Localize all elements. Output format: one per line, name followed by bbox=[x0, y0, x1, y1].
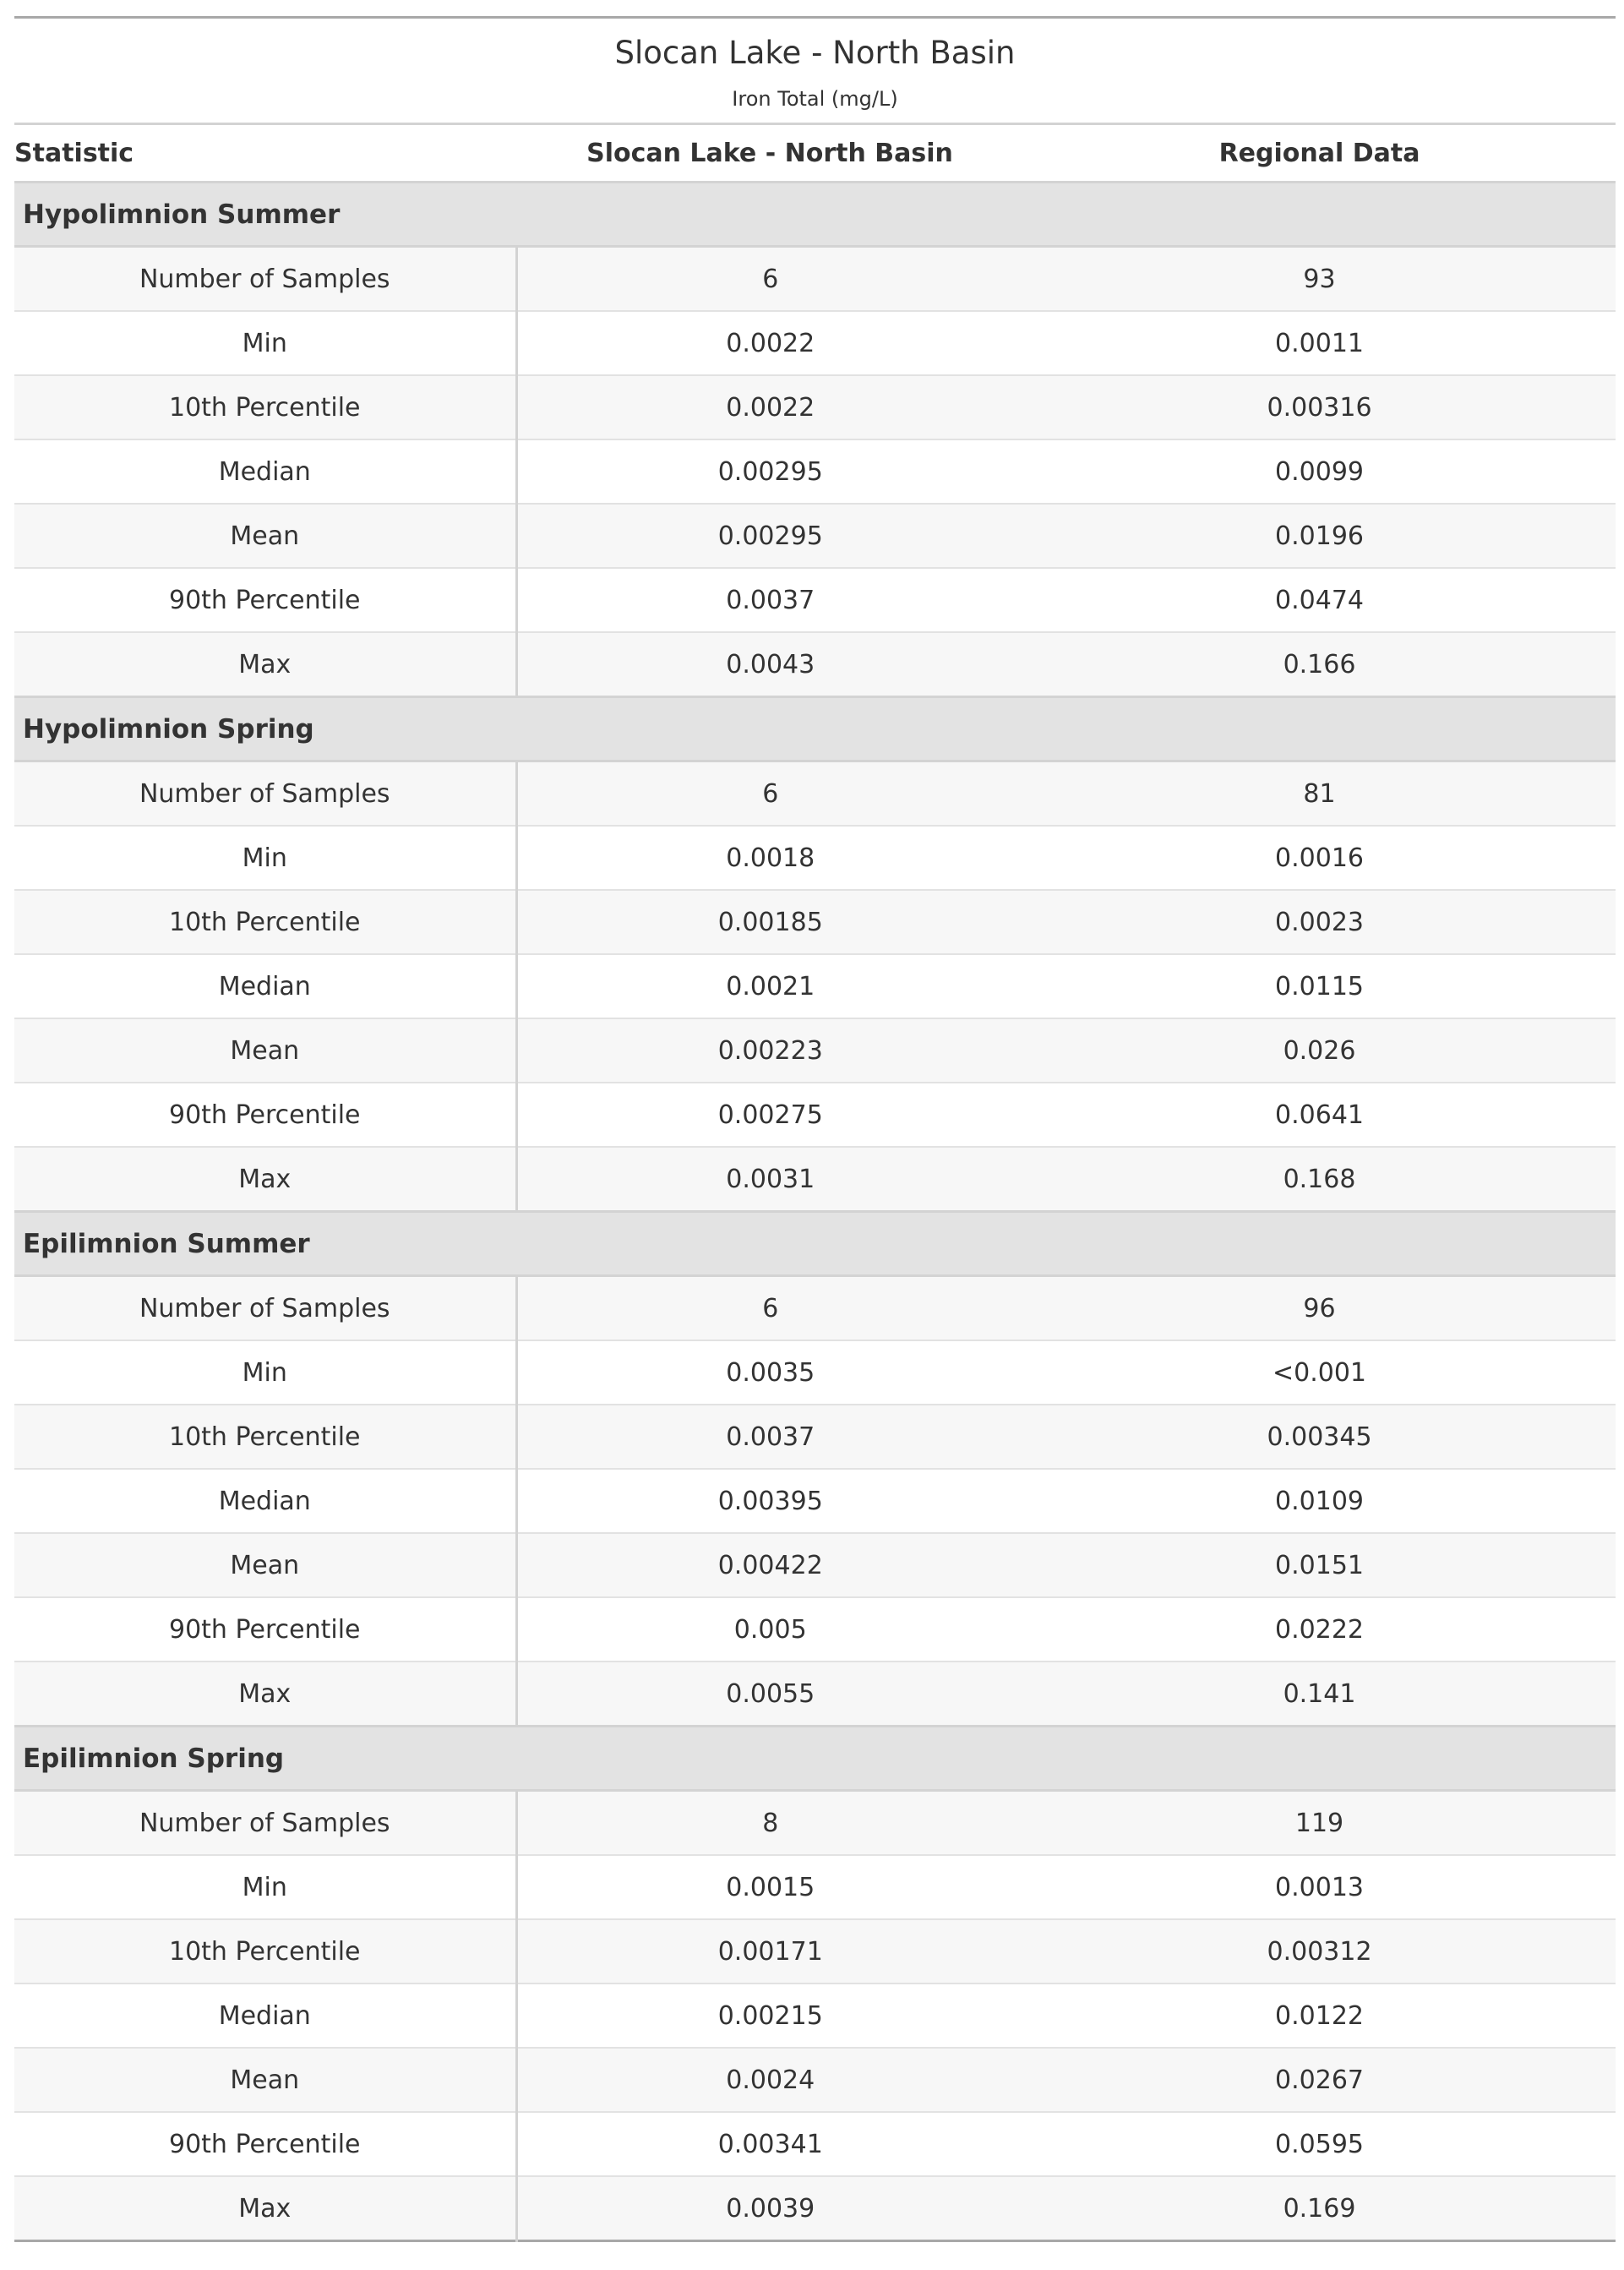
statistic-cell: 10th Percentile bbox=[14, 890, 516, 954]
regional-value-cell: 0.169 bbox=[1023, 2176, 1616, 2241]
regional-value-cell: 0.0122 bbox=[1023, 1984, 1616, 2048]
table-row bbox=[14, 1533, 1616, 1597]
statistic-cell: 10th Percentile bbox=[14, 375, 516, 439]
site-value-cell: 0.00275 bbox=[516, 1083, 1023, 1147]
regional-value-cell: 119 bbox=[1023, 1791, 1616, 1856]
table-row bbox=[14, 247, 1616, 312]
statistic-cell: 90th Percentile bbox=[14, 568, 516, 632]
site-value-cell: 0.00295 bbox=[516, 504, 1023, 568]
statistic-cell: 10th Percentile bbox=[14, 1405, 516, 1469]
group-label: Epilimnion Summer bbox=[14, 1212, 1616, 1276]
table-row bbox=[14, 761, 1616, 827]
regional-value-cell: 0.141 bbox=[1023, 1662, 1616, 1727]
site-value-cell: 0.0031 bbox=[516, 1147, 1023, 1212]
site-value-cell: 6 bbox=[516, 1276, 1023, 1341]
statistic-cell: Median bbox=[14, 1469, 516, 1533]
site-value-cell: 0.00223 bbox=[516, 1018, 1023, 1083]
statistic-cell: Max bbox=[14, 1147, 516, 1212]
table-row bbox=[14, 439, 1616, 504]
table-row bbox=[14, 375, 1616, 439]
regional-value-cell: 0.0196 bbox=[1023, 504, 1616, 568]
group-row bbox=[14, 1727, 1616, 1791]
regional-value-cell: 0.0267 bbox=[1023, 2048, 1616, 2112]
statistics-table bbox=[14, 16, 1616, 2242]
statistic-cell: 90th Percentile bbox=[14, 1597, 516, 1662]
table-row bbox=[14, 1340, 1616, 1405]
table-row bbox=[14, 2176, 1616, 2241]
regional-value-cell: 0.0474 bbox=[1023, 568, 1616, 632]
site-value-cell: 0.0039 bbox=[516, 2176, 1023, 2241]
statistic-cell: 10th Percentile bbox=[14, 1919, 516, 1984]
table-title: Slocan Lake - North Basin bbox=[614, 35, 1016, 71]
statistic-cell: Number of Samples bbox=[14, 761, 516, 827]
table-row bbox=[14, 311, 1616, 375]
site-value-cell: 0.00422 bbox=[516, 1533, 1023, 1597]
statistic-cell: Min bbox=[14, 1340, 516, 1405]
table-row bbox=[14, 1083, 1616, 1147]
site-value-cell: 0.00171 bbox=[516, 1919, 1023, 1984]
statistic-cell: Mean bbox=[14, 2048, 516, 2112]
statistics-table-container bbox=[14, 16, 1616, 2242]
column-header-site: Slocan Lake - North Basin bbox=[516, 124, 1023, 183]
statistic-cell: Median bbox=[14, 954, 516, 1018]
group-label: Epilimnion Spring bbox=[14, 1727, 1616, 1791]
statistic-cell: Number of Samples bbox=[14, 1276, 516, 1341]
regional-value-cell: 0.0013 bbox=[1023, 1855, 1616, 1919]
site-value-cell: 0.0035 bbox=[516, 1340, 1023, 1405]
statistic-cell: Min bbox=[14, 311, 516, 375]
group-row bbox=[14, 183, 1616, 247]
table-row bbox=[14, 1855, 1616, 1919]
statistic-cell: Min bbox=[14, 826, 516, 890]
regional-value-cell: 0.168 bbox=[1023, 1147, 1616, 1212]
regional-value-cell: 0.0011 bbox=[1023, 311, 1616, 375]
regional-value-cell: 0.0099 bbox=[1023, 439, 1616, 504]
regional-value-cell: 0.00316 bbox=[1023, 375, 1616, 439]
table-row bbox=[14, 1791, 1616, 1856]
site-value-cell: 0.00185 bbox=[516, 890, 1023, 954]
table-row bbox=[14, 1597, 1616, 1662]
group-label: Hypolimnion Spring bbox=[14, 697, 1616, 761]
table-row bbox=[14, 1662, 1616, 1727]
regional-value-cell: 0.0595 bbox=[1023, 2112, 1616, 2176]
group-label: Hypolimnion Summer bbox=[14, 183, 1616, 247]
table-row bbox=[14, 826, 1616, 890]
table-row bbox=[14, 890, 1616, 954]
site-value-cell: 0.0022 bbox=[516, 375, 1023, 439]
table-row bbox=[14, 954, 1616, 1018]
table-subtitle: Iron Total (mg/L) bbox=[732, 87, 898, 111]
statistic-cell: Max bbox=[14, 2176, 516, 2241]
regional-value-cell: 0.0151 bbox=[1023, 1533, 1616, 1597]
regional-value-cell: 0.0016 bbox=[1023, 826, 1616, 890]
site-value-cell: 0.0015 bbox=[516, 1855, 1023, 1919]
table-row bbox=[14, 1018, 1616, 1083]
regional-value-cell: 0.00312 bbox=[1023, 1919, 1616, 1984]
regional-value-cell: 96 bbox=[1023, 1276, 1616, 1341]
site-value-cell: 0.00341 bbox=[516, 2112, 1023, 2176]
statistic-cell: Mean bbox=[14, 1533, 516, 1597]
table-body bbox=[14, 183, 1616, 2241]
site-value-cell: 6 bbox=[516, 247, 1023, 312]
regional-value-cell: 0.0641 bbox=[1023, 1083, 1616, 1147]
site-value-cell: 6 bbox=[516, 761, 1023, 827]
table-row bbox=[14, 1147, 1616, 1212]
table-row bbox=[14, 1469, 1616, 1533]
statistic-cell: Number of Samples bbox=[14, 1791, 516, 1856]
regional-value-cell: 0.166 bbox=[1023, 632, 1616, 697]
statistic-cell: Mean bbox=[14, 504, 516, 568]
statistic-cell: Number of Samples bbox=[14, 247, 516, 312]
table-heading bbox=[14, 18, 1616, 124]
site-value-cell: 0.0021 bbox=[516, 954, 1023, 1018]
site-value-cell: 0.0043 bbox=[516, 632, 1023, 697]
table-row bbox=[14, 632, 1616, 697]
site-value-cell: 0.0024 bbox=[516, 2048, 1023, 2112]
statistic-cell: Median bbox=[14, 1984, 516, 2048]
column-header-regional: Regional Data bbox=[1023, 124, 1616, 183]
site-value-cell: 0.00215 bbox=[516, 1984, 1023, 2048]
regional-value-cell: 0.026 bbox=[1023, 1018, 1616, 1083]
regional-value-cell: 81 bbox=[1023, 761, 1616, 827]
statistic-cell: Max bbox=[14, 1662, 516, 1727]
table-row bbox=[14, 504, 1616, 568]
site-value-cell: 0.00395 bbox=[516, 1469, 1023, 1533]
regional-value-cell: 93 bbox=[1023, 247, 1616, 312]
regional-value-cell: 0.00345 bbox=[1023, 1405, 1616, 1469]
site-value-cell: 0.0022 bbox=[516, 311, 1023, 375]
group-row bbox=[14, 1212, 1616, 1276]
site-value-cell: 0.005 bbox=[516, 1597, 1023, 1662]
regional-value-cell: 0.0115 bbox=[1023, 954, 1616, 1018]
regional-value-cell: 0.0222 bbox=[1023, 1597, 1616, 1662]
site-value-cell: 0.0018 bbox=[516, 826, 1023, 890]
site-value-cell: 0.0037 bbox=[516, 1405, 1023, 1469]
table-row bbox=[14, 1919, 1616, 1984]
group-row bbox=[14, 697, 1616, 761]
statistic-cell: Min bbox=[14, 1855, 516, 1919]
site-value-cell: 8 bbox=[516, 1791, 1023, 1856]
table-row bbox=[14, 1405, 1616, 1469]
statistic-cell: Mean bbox=[14, 1018, 516, 1083]
regional-value-cell: 0.0109 bbox=[1023, 1469, 1616, 1533]
table-row bbox=[14, 568, 1616, 632]
table-row bbox=[14, 2048, 1616, 2112]
column-header-statistic: Statistic bbox=[14, 124, 516, 183]
site-value-cell: 0.0055 bbox=[516, 1662, 1023, 1727]
statistic-cell: Median bbox=[14, 439, 516, 504]
table-row bbox=[14, 1276, 1616, 1341]
statistic-cell: 90th Percentile bbox=[14, 1083, 516, 1147]
statistic-cell: Max bbox=[14, 632, 516, 697]
table-row bbox=[14, 2112, 1616, 2176]
site-value-cell: 0.00295 bbox=[516, 439, 1023, 504]
statistic-cell: 90th Percentile bbox=[14, 2112, 516, 2176]
table-row bbox=[14, 1984, 1616, 2048]
regional-value-cell: <0.001 bbox=[1023, 1340, 1616, 1405]
site-value-cell: 0.0037 bbox=[516, 568, 1023, 632]
regional-value-cell: 0.0023 bbox=[1023, 890, 1616, 954]
